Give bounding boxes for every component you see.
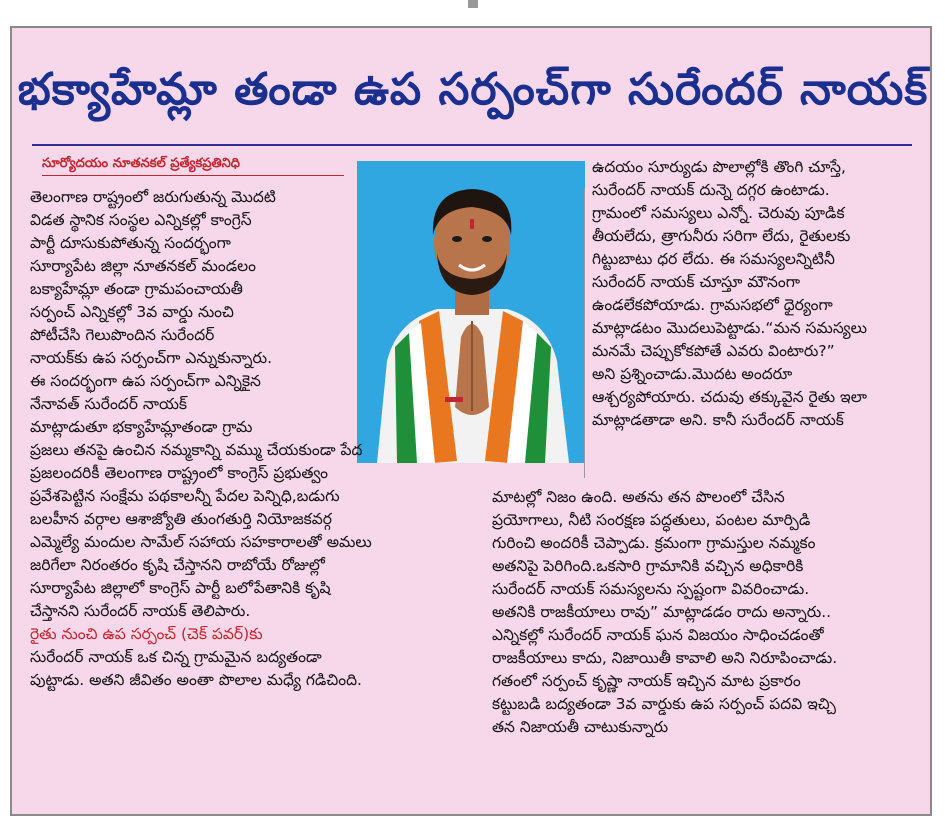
text-line: ప్రయోగాలు, నీటి సంరక్షణ పద్ధతులు, పంటల మార్పిడి [492,511,811,529]
right-column [592,156,867,432]
text-line: మాటల్లో నిజం ఉంది. అతను తన పొలంలో చేసిన [492,488,785,506]
text-line: గతంలో సర్పంచ్ కృష్ణా నాయక్ ఇచ్చిన మాట ప్రకారం [492,672,801,690]
right-wide-paragraph [492,486,837,739]
text-line: మాట్లాడటం మొదలుపెట్టాడు.“మన సమస్యలు [592,319,867,337]
left-column [30,186,276,439]
text-line: విడత స్థానిక సంస్థల ఎన్నికల్లో కాంగ్రెస్ [30,211,252,229]
text-line: తెలంగాణ రాష్ట్రంలో జరుగుతున్న మొదటి [30,188,276,206]
text-line: తీయలేదు, త్రాగునీరు సరిగా లేదు, రైతులకు [592,227,851,245]
left-wide-paragraph [30,439,372,692]
text-line: మాట్లాడుతూ భక్యాహేమ్లాతండా గ్రామ [30,418,253,436]
portrait-photo [357,161,585,463]
text-line: కట్టుబడి బద్యతండా 3వ వార్డుకు ఉప సర్పంచ్ పదవి ఇచ్చి [492,695,836,713]
portrait-illustration [357,161,585,463]
text-line: అని ప్రశ్నించాడు.మొదట అందరూ [592,365,793,383]
subheading: రైతు నుంచి ఉప సర్పంచ్ (చెక్ పవర్)కు [30,625,263,643]
text-line: ఎన్నికల్లో సురేందర్ నాయక్ ఘన విజయం సాధించడంతో [492,626,824,644]
byline-underline [42,175,344,176]
text-line: మాట్లాడతాడా అని. కానీ సురేందర్ నాయక్ [592,411,844,429]
text-line: ప్రజలు తనపై ఉంచిన నమ్మకాన్ని వమ్ము చేయకుండా పేద [30,441,363,459]
column-divider [584,188,585,478]
headline-rule [32,144,912,146]
text-line: గురించి అందరికీ చెప్పాడు. క్రమంగా గ్రామస్తుల నమ్మకం [492,534,816,552]
text-line: సూర్యాపేట జిల్లాలో కాంగ్రెస్ పార్టీ బలోపేతానికి కృషి [30,579,331,597]
text-line: ఆశ్చర్యపోయారు. చదువు తక్కువైన రైతు ఇలా [592,388,867,406]
text-line: నాయక్‌కు ఉప సర్పంచ్‌గా ఎన్నుకున్నారు. [30,349,273,367]
text-line: బక్యాహేమ్లా తండా గ్రామపంచాయతీ [30,280,243,298]
byline: సూర్యోదయం నూతనకల్ ప్రత్యేకప్రతినిధి [42,156,240,171]
text-line: సురేందర్ నాయక్ చూస్తూ మౌనంగా [592,273,801,291]
text-line: సర్పంచ్ ఎన్నికల్లో 3వ వార్డు నుంచి [30,303,234,321]
text-line: జరిగేలా నిరంతరం కృషి చేస్తానని రాబోయే రోజుల్లో [30,556,325,574]
text-line: పోటీచేసి గెలుపొందిన సురేందర్ [30,326,215,344]
text-line: ఉండలేకపోయాడు. గ్రామసభలో ధైర్యంగా [592,296,833,314]
text-line: సురేందర్ నాయక్ సమస్యలను స్పష్టంగా వివరించాడు. [492,580,810,598]
text-line: గిట్టుబాటు ధర లేదు. ఈ సమస్యలన్నిటినీ [592,250,835,268]
page-edge-mark [468,0,478,8]
text-line: ప్రవేశపెట్టిన సంక్షేమ పథకాలన్నీ పేదల పెన్నిధి,బడుగు [30,487,340,505]
text-line: బలహీన వర్గాల ఆశాజ్యోతి తుంగతుర్తి నియోజకవర్గ [30,510,332,528]
text-line: రాజకీయాలు కాదు, నిజాయితీ కావాలి అని నిరూపించాడు. [492,649,838,667]
text-line: సురేందర్ నాయక్ దున్నె దగ్గర ఉంటాడు. [592,181,830,199]
text-line: గ్రామంలో సమస్యలు ఎన్నో. చెరువు పూడిక [592,204,845,222]
text-line: సురేందర్ నాయక్ ఒక చిన్న గ్రామమైన బద్యతండా [30,648,322,666]
text-line: అతనికి రాజకీయాలు రావు” మాట్లాడడం రాదు అన్నారు.. [492,603,832,621]
news-clipping [10,26,932,816]
text-line: ఈ సందర్భంగా ఉప సర్పంచ్‌గా ఎన్నికైన [30,372,261,390]
headline: భక్యాహేమ్లా తండా ఉప సర్పంచ్‌గా సురేందర్ నాయక్ [17,64,929,115]
text-line: నేనావత్ సురేందర్ నాయక్ [30,395,187,413]
text-line: పుట్టాడు. అతని జీవితం అంతా పొలాల మధ్యే గడిచింది. [30,671,362,689]
text-line: మనమే చెప్పుకోకపోతే ఎవరు వింటారు?” [592,342,835,360]
text-line: సూర్యాపేట జిల్లా నూతనకల్ మండలం [30,257,257,275]
text-line: ఉదయం సూర్యుడు పొలాల్లోకి తొంగి చూస్తే, [592,158,846,176]
text-line: పార్టీ దూసుకుపోతున్న సందర్భంగా [30,234,231,252]
text-line: ప్రజలందరికీ తెలంగాణ రాష్ట్రంలో కాంగ్రెస్ ప్రభుత్వం [30,464,328,482]
text-line: తన నిజాయతీ చాటుకున్నారు [492,718,669,736]
text-line: ఎమ్మెల్యే మందుల సామేల్ సహాయ సహకారాలతో అమలు [30,533,372,551]
text-line: చేస్తానని సురేందర్ నాయక్ తెలిపారు. [30,602,251,620]
text-line: అతనిపై పెరిగింది.ఒకసారి గ్రామానికి వచ్చిన అధికారికి [492,557,804,575]
